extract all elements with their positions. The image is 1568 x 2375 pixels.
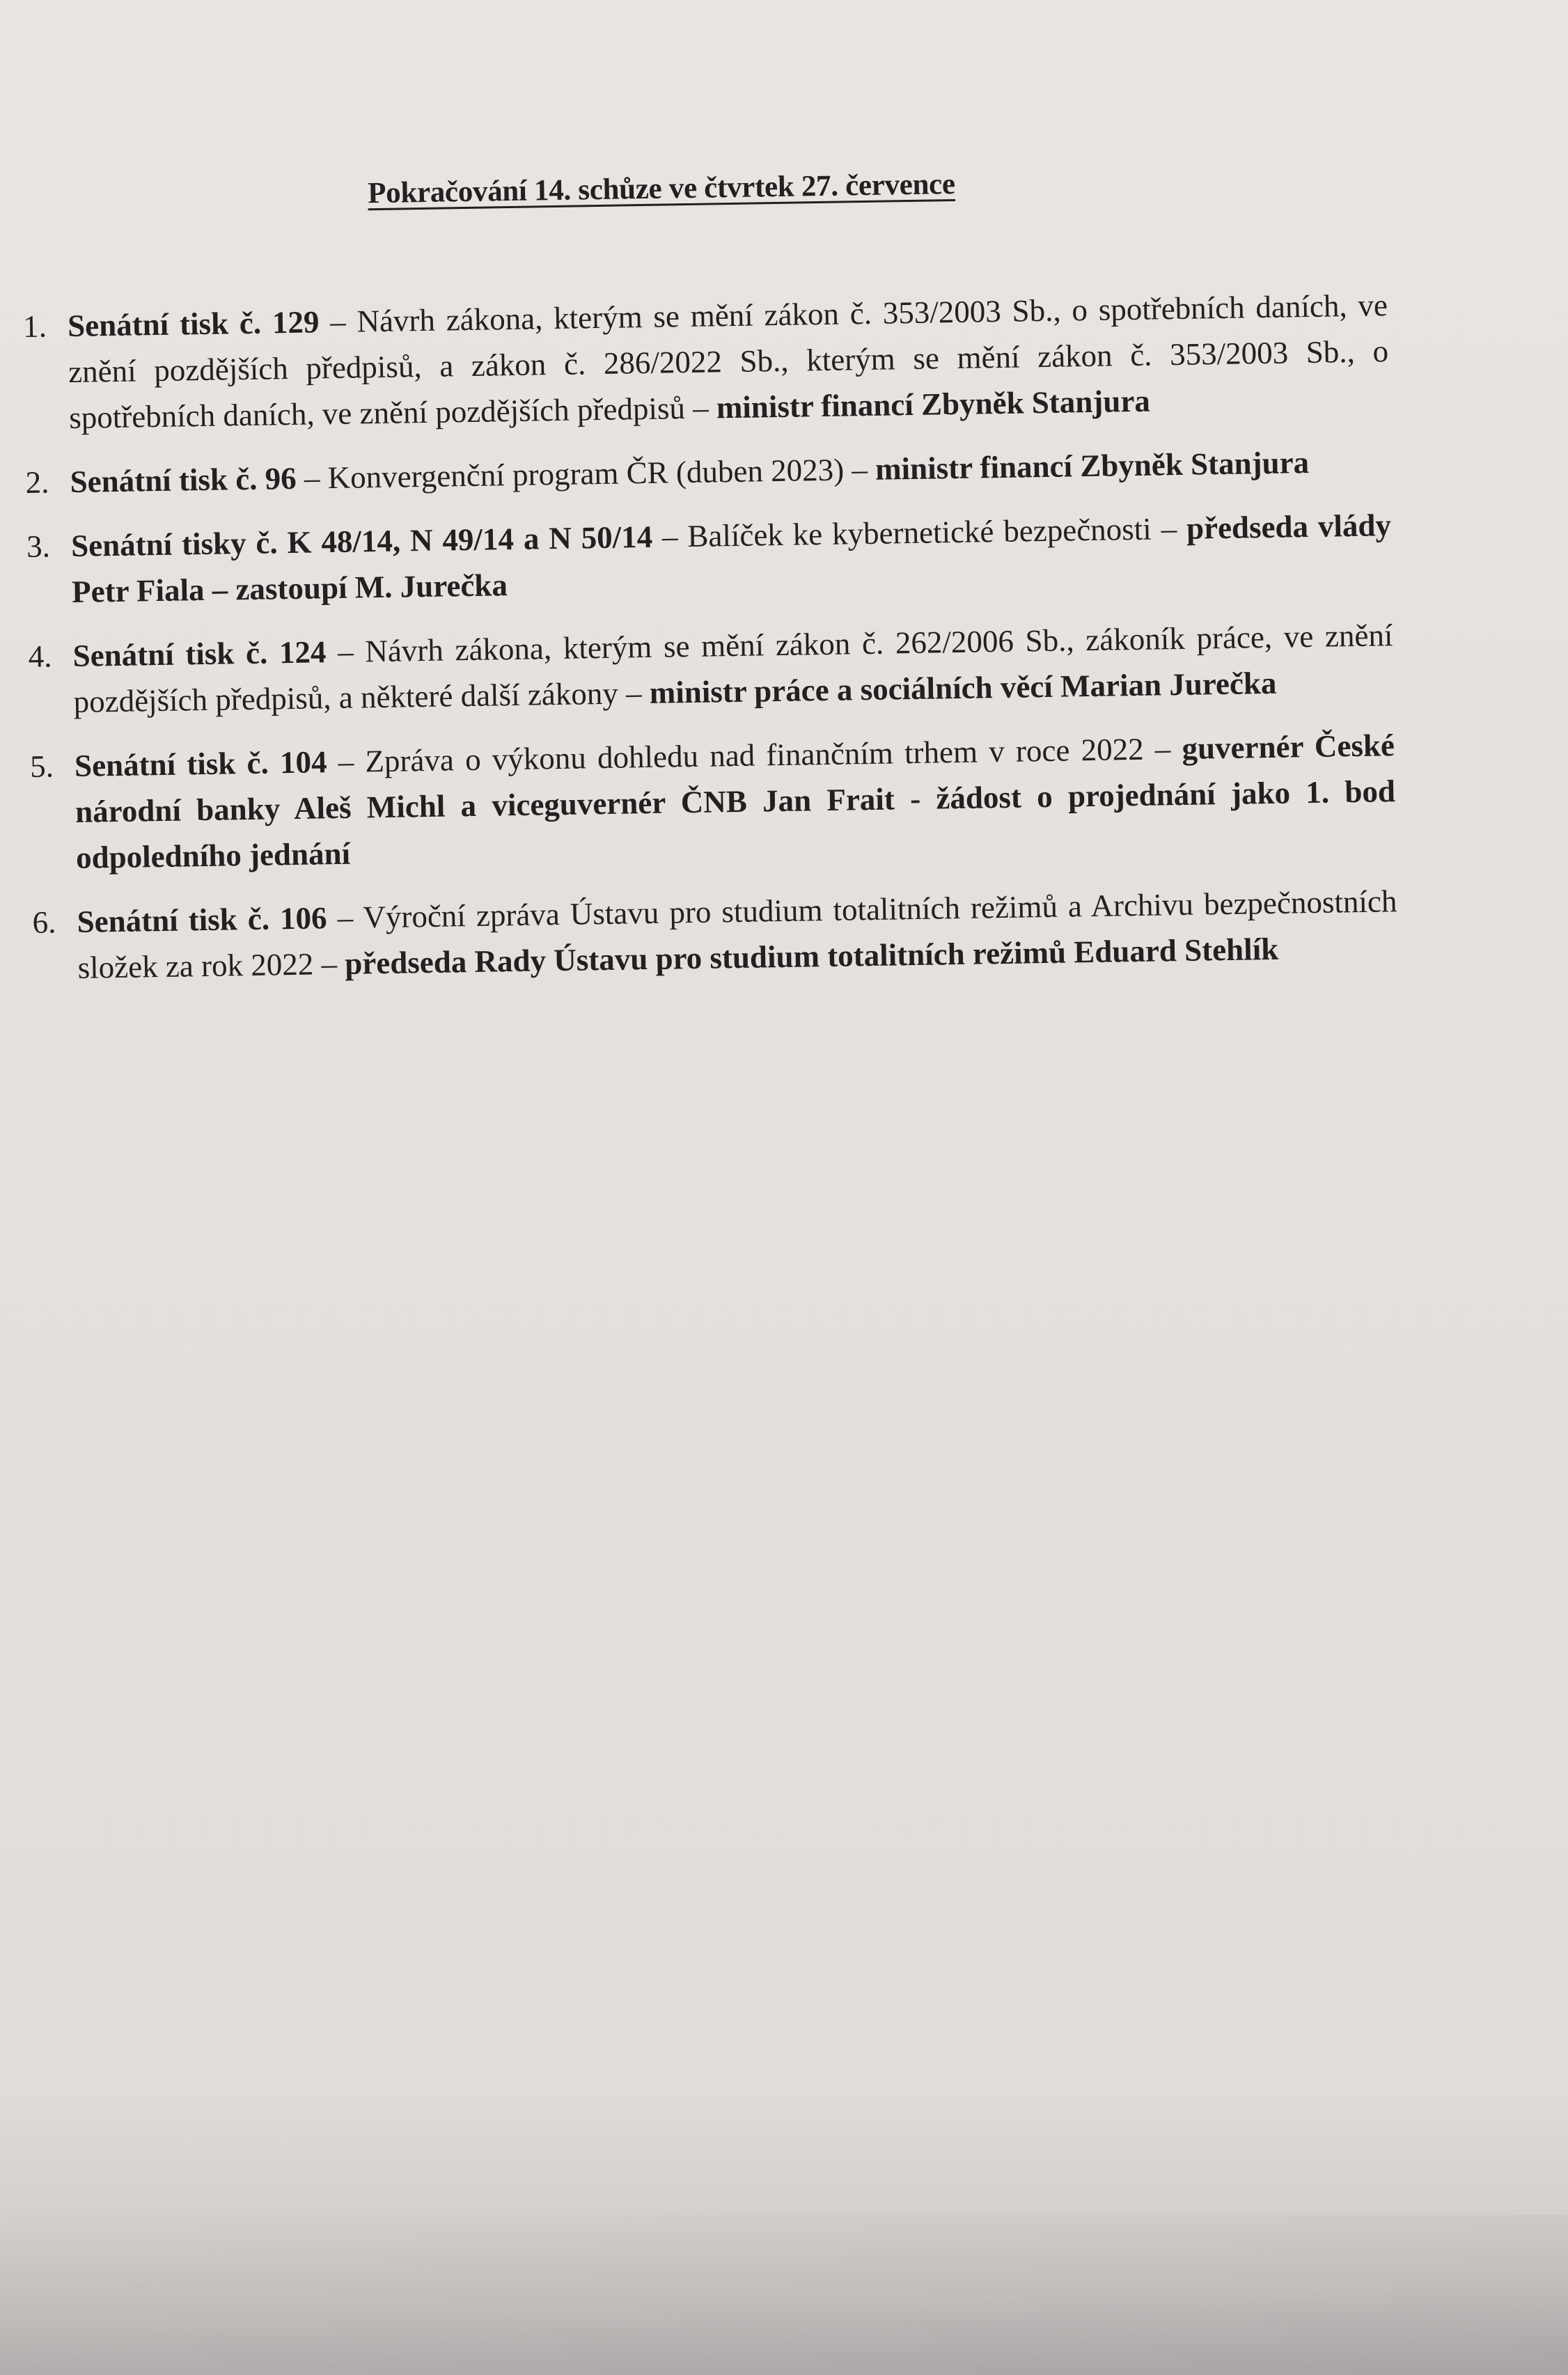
- item-number: 4.: [28, 638, 52, 674]
- item-number: 5.: [29, 748, 54, 784]
- item-description: – Balíček ke kybernetické bezpečnosti –: [652, 510, 1187, 554]
- agenda-item-1: [23, 282, 1390, 441]
- item-number: 6.: [32, 904, 56, 940]
- item-description: – Výroční zpráva Ústavu pro studium totalitních režimů a Archivu bezpečnostních složek za rok 2022 –: [77, 884, 1397, 985]
- item-print-reference: Senátní tisk č. 104: [74, 744, 327, 783]
- agenda-item-4: [28, 612, 1394, 726]
- item-print-reference: Senátní tisk č. 124: [72, 634, 327, 673]
- agenda-page: [0, 0, 1565, 985]
- agenda-item-6: [32, 878, 1398, 991]
- item-number: 1.: [22, 308, 47, 344]
- item-print-reference: Senátní tisk č. 96: [70, 460, 297, 499]
- item-description: – Návrh zákona, kterým se mění zákon č. 353/2003 Sb., o spotřebních daních, ve znění pozdějších předpisů, a zákon č. 286/2022 Sb., kterým se mění zákon č. 353/2003 Sb., o spotřebních daních, ve znění pozdějších předpisů –: [68, 288, 1389, 435]
- item-speaker: předseda Rady Ústavu pro studium totalitních režimů Eduard Stehlík: [344, 931, 1279, 981]
- agenda-list: [23, 282, 1399, 1010]
- agenda-item-2: [25, 438, 1390, 505]
- item-speaker: ministr práce a sociálních věcí Marian Jurečka: [649, 665, 1277, 710]
- item-description: – Zpráva o výkonu dohledu nad finančním trhem v roce 2022 –: [327, 730, 1182, 780]
- bottom-shadow: [0, 2215, 1568, 2375]
- item-number: 3.: [26, 528, 51, 564]
- item-speaker: předseda vlády Petr Fiala – zastoupí M. Jurečka: [71, 508, 1392, 609]
- item-speaker: guvernér České národní banky Aleš Michl a viceguvernér ČNB Jan Frait - žádost o projednání jako 1. bod odpoledního jednání: [75, 728, 1396, 875]
- item-speaker: ministr financí Zbyněk Stanjura: [716, 383, 1151, 425]
- agenda-item-3: [26, 502, 1393, 616]
- item-print-reference: Senátní tisk č. 129: [67, 304, 320, 343]
- item-print-reference: Senátní tisky č. K 48/14, N 49/14 a N 50/14: [70, 519, 653, 563]
- agenda-item-5: [30, 722, 1397, 881]
- item-number: 2.: [25, 464, 49, 500]
- page-title: Pokračování 14. schůze ve čtvrtek 27. července: [367, 167, 956, 210]
- item-description: – Konvergenční program ČR (duben 2023) –: [296, 451, 876, 496]
- item-description: – Návrh zákona, kterým se mění zákon č. 262/2006 Sb., zákoník práce, ve znění pozdějších předpisů, a některé další zákony –: [73, 618, 1393, 719]
- item-speaker: ministr financí Zbyněk Stanjura: [875, 445, 1310, 487]
- item-print-reference: Senátní tisk č. 106: [77, 900, 327, 939]
